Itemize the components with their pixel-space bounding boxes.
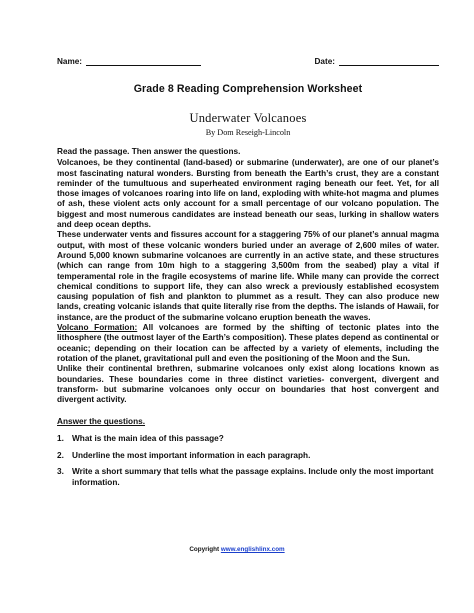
paragraph-4: Unlike their continental brethren, submarine volcanoes only exist along locations known as boundaries. These boundaries come in three distinct varieties- convergent, divergent and transform- but submarine volcanoes only occur on boundaries that host convergent and divergent activity.: [57, 364, 439, 405]
questions-list: [57, 434, 439, 488]
date-blank-line[interactable]: [339, 57, 439, 66]
header-row: [57, 52, 439, 66]
name-field: [57, 52, 201, 66]
story-byline: By Dom Reseigh-Lincoln: [205, 128, 291, 137]
question-number: 3.: [57, 467, 64, 477]
instructions: Read the passage. Then answer the questions.: [57, 147, 241, 156]
date-label: Date:: [314, 57, 335, 66]
question-number: 2.: [57, 450, 64, 460]
paragraph-1: Volcanoes, be they continental (land-based) or submarine (underwater), are one of our planet’s most fascinating natural wonders. Bursting from beneath the Earth’s crust, they are a constant reminder of the tumultuous and superheated environment raging beneath our feet. Yet, for all those images of volcanoes roaring into life on land, exploding with white-hot magma and plumes of ash, these violent acts only account for a small percentage of our volcano population. The biggest and most numerous candidates are instead beneath our seas, lurking in shallow waters and deep ocean depths.: [57, 158, 439, 230]
paragraph-3-text: All volcanoes are formed by the shifting of tectonic plates into the lithosphere (the outmost layer of the Earth’s composition). These plates depend as continental or oceanic; depending on their location can be affected by a variety of elements, including the rotation of the planet, gravitational pull and even the positioning of the Moon and the Sun.: [57, 323, 439, 363]
paragraph-2: These underwater vents and fissures account for a staggering 75% of our planet’s annual magma output, with most of these volcanic wonders buried under an average of 2,600 miles of water. Around 5,000 known submarine volcanoes are currently in an active state, and these structures (which can range from 10m high to a staggering 3,500m from the seabed) play a vital if temperamental role in the fragile ecosystems of marine life. While many can provide the correct chemical conditions to support life, they can also wreck a previously established ecosystem causing population of fish and plankton to plummet as a result. They can also produce new lands, creating volcanic islands that quite literally rise from the depths. The islands of Hawaii, for instance, are the product of the submarine volcano eruption beneath the waves.: [57, 230, 439, 322]
question-item: [57, 434, 439, 445]
story-title: Underwater Volcanoes: [189, 111, 307, 125]
question-text: What is the main idea of this passage?: [72, 434, 224, 444]
copyright-text: Copyright: [189, 546, 221, 553]
question-text: Underline the most important information in each paragraph.: [72, 450, 311, 460]
date-field: [315, 52, 439, 66]
name-label: Name:: [57, 57, 83, 66]
question-item: [57, 451, 439, 462]
passage: [57, 147, 439, 405]
question-item: [57, 467, 439, 488]
question-text: Write a short summary that tells what the passage explains. Include only the most important information.: [72, 467, 434, 487]
questions-heading: Answer the questions.: [57, 417, 146, 427]
worksheet-title: Grade 8 Reading Comprehension Worksheet: [133, 83, 363, 95]
footer: [0, 546, 474, 553]
paragraph-3-heading: Volcano Formation:: [57, 323, 138, 333]
question-number: 1.: [57, 434, 64, 444]
copyright-link[interactable]: www.englishlinx.com: [220, 546, 285, 553]
paragraph-3: [57, 323, 439, 364]
name-blank-line[interactable]: [86, 57, 201, 66]
